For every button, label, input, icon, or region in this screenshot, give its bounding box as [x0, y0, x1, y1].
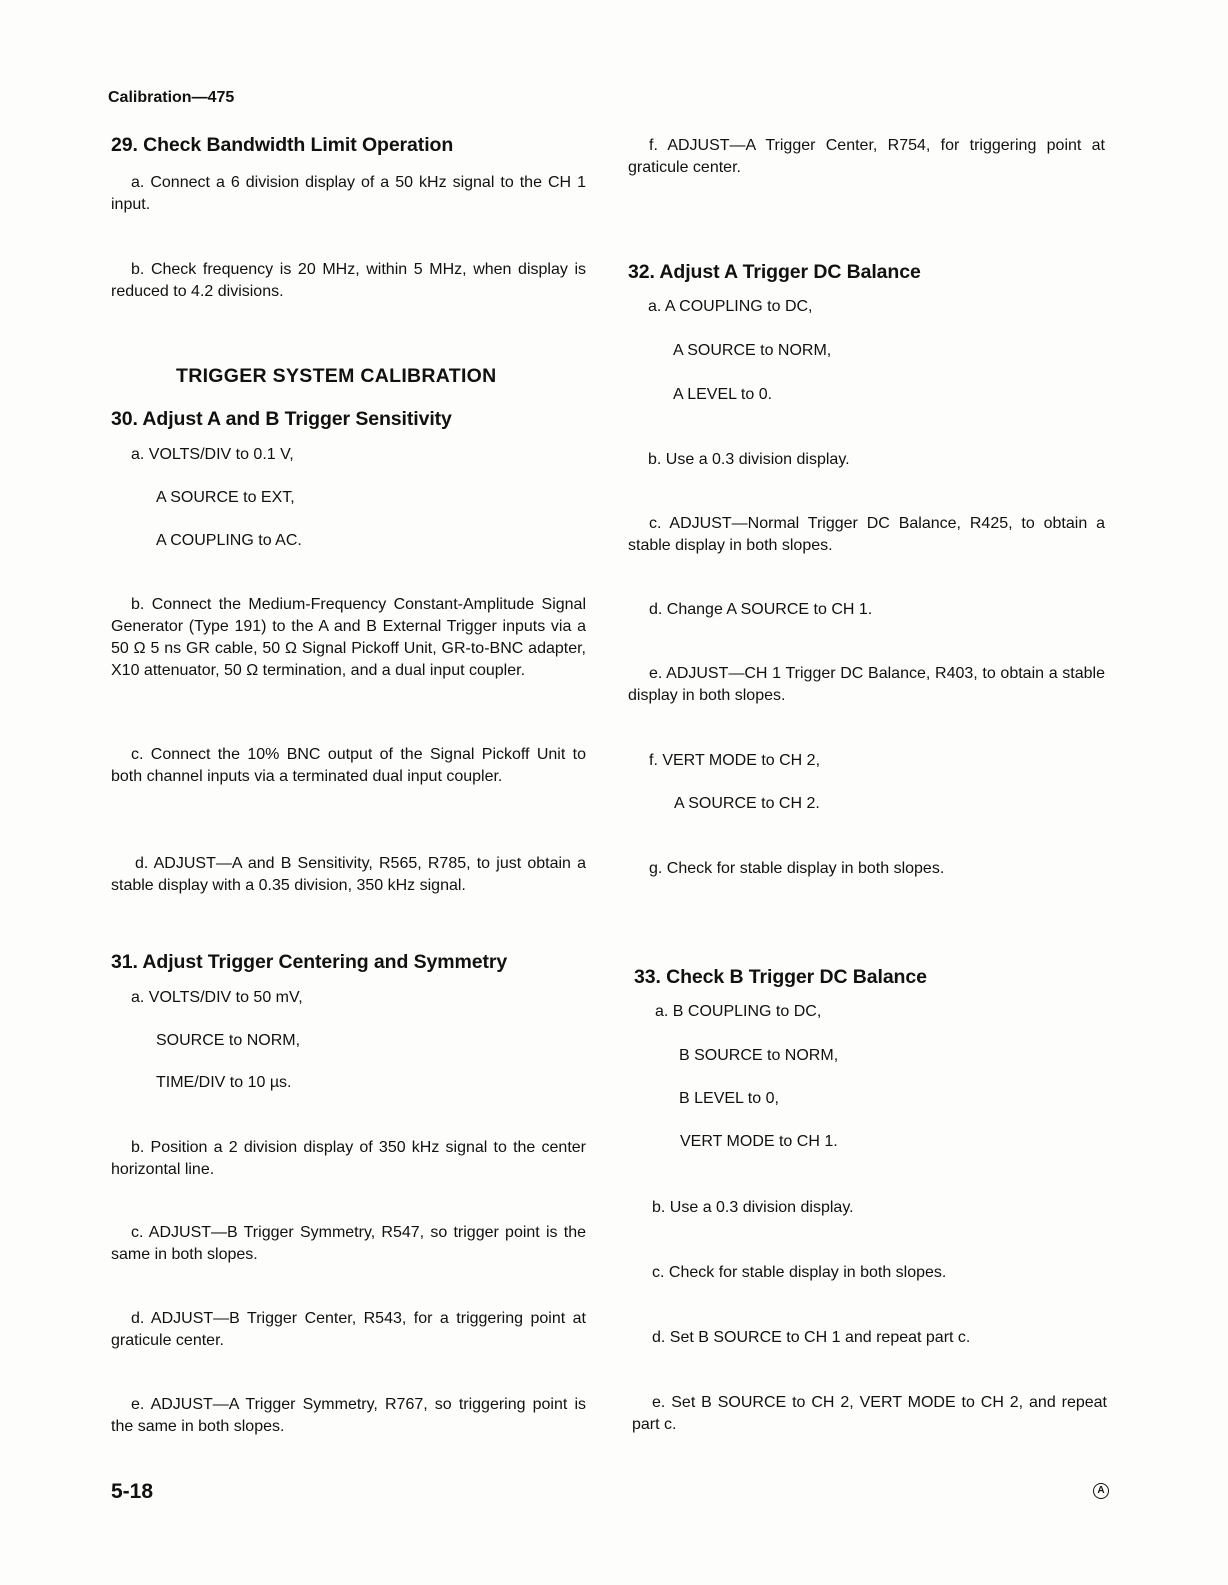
- step-32g: g. Check for stable display in both slopes.: [649, 860, 945, 877]
- step-30c: c. Connect the 10% BNC output of the Signal Pickoff Unit to both channel inputs via a terminated dual input coupler.: [111, 746, 586, 785]
- step-30d: d. ADJUST—A and B Sensitivity, R565, R785, to just obtain a stable display with a 0.35 division, 350 kHz signal.: [111, 855, 586, 894]
- step-31a-2: SOURCE to NORM,: [156, 1032, 301, 1049]
- step-32a-2: A SOURCE to NORM,: [673, 342, 832, 359]
- step-33c: c. Check for stable display in both slopes.: [652, 1264, 947, 1281]
- step-31f: f. ADJUST—A Trigger Center, R754, for triggering point at graticule center.: [628, 137, 1105, 176]
- step-33d: d. Set B SOURCE to CH 1 and repeat part c.: [652, 1329, 971, 1346]
- page-number: 5-18: [111, 1480, 154, 1503]
- step-32c: c. ADJUST—Normal Trigger DC Balance, R425, to obtain a stable display in both slopes.: [628, 515, 1105, 554]
- step-33a-3: B LEVEL to 0,: [679, 1090, 779, 1107]
- section-29-title: 29. Check Bandwidth Limit Operation: [111, 134, 454, 156]
- step-32f-2: A SOURCE to CH 2.: [674, 795, 820, 812]
- section-33-title: 33. Check B Trigger DC Balance: [634, 966, 927, 988]
- step-33a-2: B SOURCE to NORM,: [679, 1047, 839, 1064]
- step-31c: c. ADJUST—B Trigger Symmetry, R547, so trigger point is the same in both slopes.: [111, 1224, 586, 1263]
- running-header: Calibration—475: [108, 89, 235, 106]
- step-30a-2: A SOURCE to EXT,: [156, 489, 295, 506]
- step-31e: e. ADJUST—A Trigger Symmetry, R767, so triggering point is the same in both slopes.: [111, 1396, 586, 1435]
- step-33e: e. Set B SOURCE to CH 2, VERT MODE to CH 2, and repeat part c.: [632, 1394, 1107, 1433]
- step-31a-3: TIME/DIV to 10 µs.: [156, 1074, 292, 1091]
- step-30b: b. Connect the Medium-Frequency Constant-Amplitude Signal Generator (Type 191) to the A and B External Trigger inputs via a 50 Ω 5 ns GR cable, 50 Ω Signal Pickoff Unit, GR-to-BNC adapter, X10 attenuator, 50 Ω termination, and a dual input coupler.: [111, 596, 586, 679]
- revision-mark: A: [1093, 1483, 1109, 1499]
- step-32a-3: A LEVEL to 0.: [673, 386, 773, 403]
- step-29a: a. Connect a 6 division display of a 50 kHz signal to the CH 1 input.: [111, 174, 586, 213]
- step-32f-1: f. VERT MODE to CH 2,: [649, 752, 821, 769]
- section-31-title: 31. Adjust Trigger Centering and Symmetry: [111, 951, 508, 973]
- step-31d: d. ADJUST—B Trigger Center, R543, for a triggering point at graticule center.: [111, 1310, 586, 1349]
- step-30a-3: A COUPLING to AC.: [156, 532, 302, 549]
- section-30-title: 30. Adjust A and B Trigger Sensitivity: [111, 408, 452, 430]
- step-33a-4: VERT MODE to CH 1.: [680, 1133, 838, 1150]
- step-32e: e. ADJUST—CH 1 Trigger DC Balance, R403, to obtain a stable display in both slopes.: [628, 665, 1105, 704]
- section-32-title: 32. Adjust A Trigger DC Balance: [628, 261, 921, 283]
- section-caption: TRIGGER SYSTEM CALIBRATION: [176, 365, 497, 387]
- step-29b: b. Check frequency is 20 MHz, within 5 MHz, when display is reduced to 4.2 divisions.: [111, 261, 586, 300]
- step-32d: d. Change A SOURCE to CH 1.: [649, 601, 873, 618]
- step-33b: b. Use a 0.3 division display.: [652, 1199, 854, 1216]
- step-31b: b. Position a 2 division display of 350 kHz signal to the center horizontal line.: [111, 1139, 586, 1178]
- step-31a-1: a. VOLTS/DIV to 50 mV,: [131, 989, 303, 1006]
- step-32b: b. Use a 0.3 division display.: [648, 451, 850, 468]
- step-32a-1: a. A COUPLING to DC,: [648, 298, 813, 315]
- step-33a-1: a. B COUPLING to DC,: [655, 1003, 822, 1020]
- step-30a-1: a. VOLTS/DIV to 0.1 V,: [131, 446, 294, 463]
